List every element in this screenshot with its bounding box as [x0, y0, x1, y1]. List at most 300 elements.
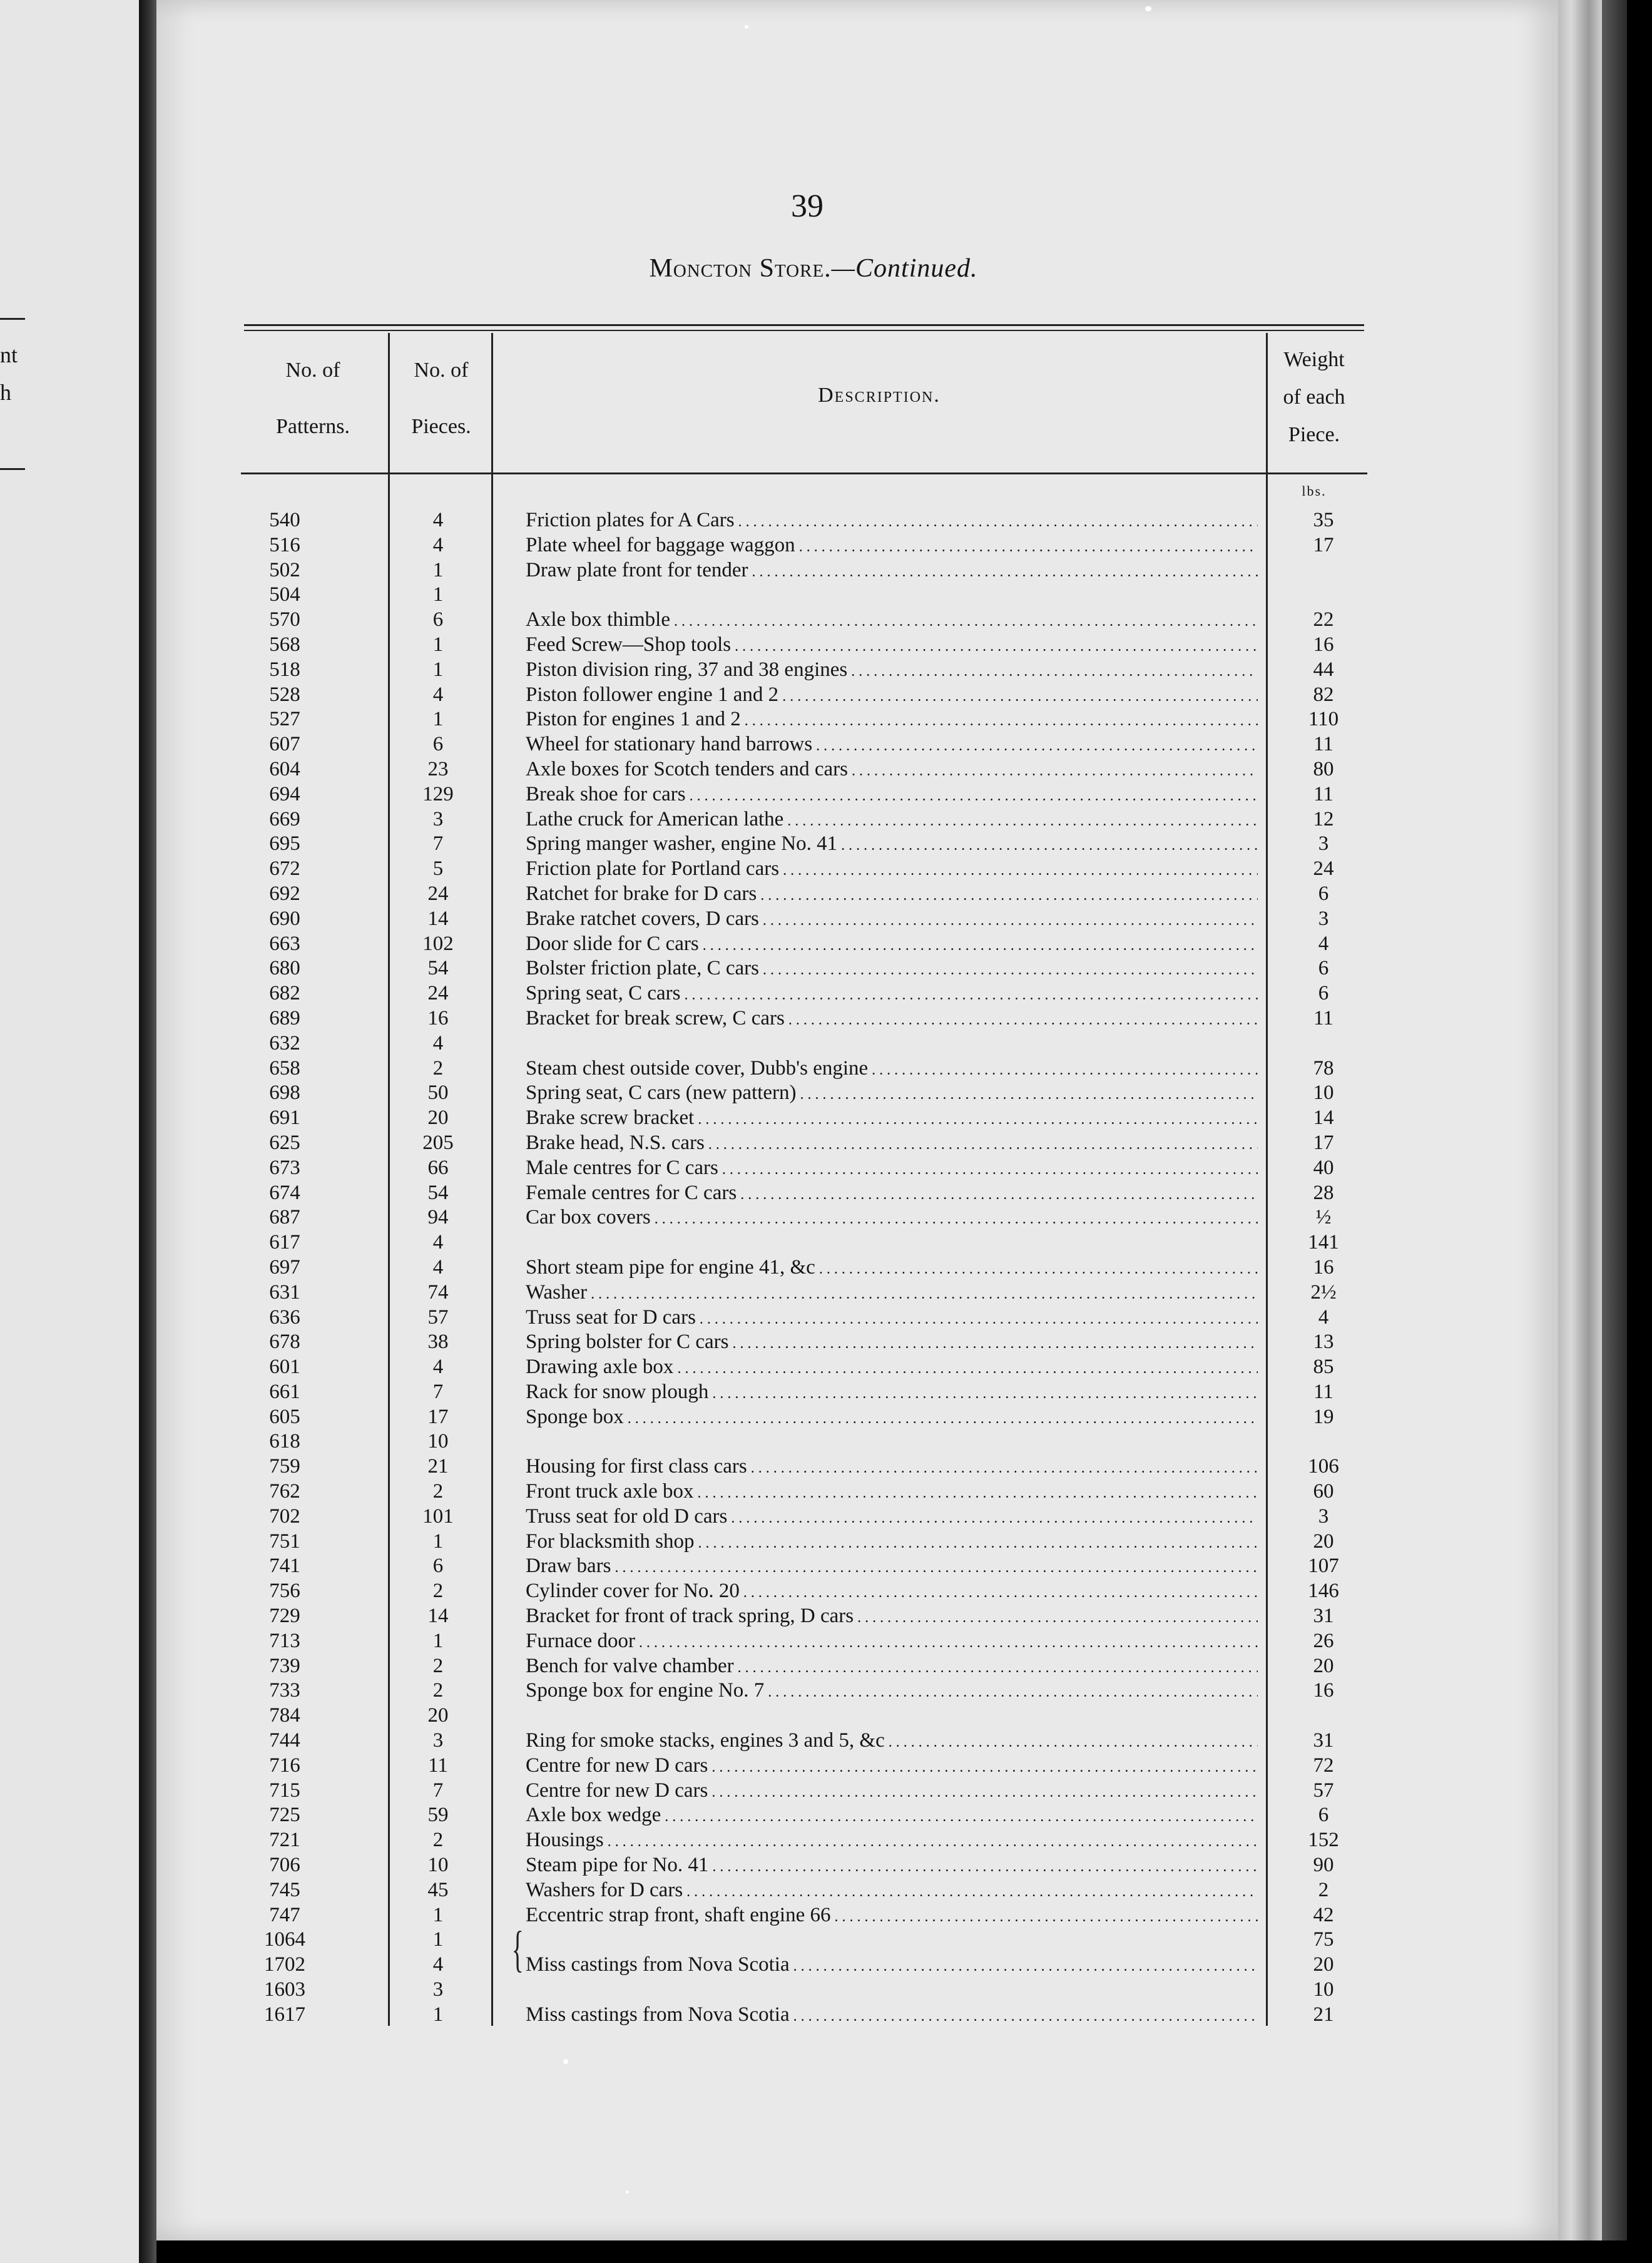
cell-description	[526, 1629, 1258, 1656]
description-text: Spring seat, C cars (new pattern) . . .	[526, 1081, 1258, 1104]
description-text: Draw plate front for tender . . .	[526, 559, 1258, 581]
cell-pieces: 1	[432, 1903, 444, 1926]
table-row	[241, 1056, 1374, 1081]
cell-weight: 13	[1313, 1331, 1334, 1354]
table-row	[241, 757, 1374, 782]
table-row	[241, 1928, 1374, 1953]
cell-description	[526, 1803, 1258, 1830]
cell-pieces: 6	[432, 733, 444, 756]
left-page-rule	[0, 318, 25, 320]
table-row	[241, 533, 1374, 558]
table-row	[241, 1205, 1374, 1230]
cell-pieces: 1	[432, 658, 444, 681]
description-text: Draw bars . . .	[526, 1555, 1258, 1577]
table-row	[241, 1156, 1374, 1181]
cell-weight: 57	[1313, 1779, 1334, 1802]
table-row	[241, 1330, 1374, 1355]
cell-pieces: 3	[432, 1978, 444, 2001]
cell-weight: 20	[1313, 1530, 1334, 1553]
description-text: Piston follower engine 1 and 2 . . .	[526, 683, 1258, 706]
cell-patterns: 745	[269, 1878, 300, 1901]
cell-pieces: 45	[427, 1878, 449, 1901]
cell-description	[526, 857, 1258, 884]
table-row	[241, 1978, 1374, 2003]
cell-patterns: 762	[269, 1480, 300, 1503]
table-row	[241, 1579, 1374, 1604]
description-text: Door slide for C cars . . .	[526, 932, 1258, 955]
cell-patterns: 697	[269, 1255, 300, 1279]
header-line: of each	[1283, 386, 1345, 409]
cell-patterns: 729	[269, 1605, 300, 1628]
description-text: Spring seat, C cars . . .	[526, 982, 1258, 1004]
cell-weight: 17	[1313, 533, 1334, 556]
cell-patterns: 702	[269, 1504, 300, 1528]
cell-patterns: 625	[269, 1131, 300, 1154]
cell-weight: 80	[1313, 757, 1334, 780]
cell-patterns: 698	[269, 1081, 300, 1105]
cell-description	[526, 782, 1258, 809]
cell-patterns: 502	[269, 558, 300, 581]
cell-weight: 12	[1313, 807, 1334, 830]
cell-weight: 28	[1313, 1181, 1334, 1204]
cell-weight: 20	[1313, 1953, 1334, 1976]
cell-patterns: 528	[269, 683, 300, 706]
description-text: Bracket for break screw, C cars . . .	[526, 1007, 1258, 1029]
description-text: Washer . . .	[526, 1281, 1258, 1304]
scan-speck	[626, 2190, 629, 2194]
cell-weight: 6	[1318, 1804, 1329, 1827]
cell-description	[526, 1828, 1258, 1855]
table-row	[241, 1554, 1374, 1579]
table-row	[241, 1380, 1374, 1405]
cell-patterns: 658	[269, 1056, 300, 1080]
table-row	[241, 1181, 1374, 1206]
cell-weight: 90	[1313, 1854, 1334, 1877]
cell-weight: 11	[1313, 1006, 1333, 1029]
description-text: Friction plates for A Cars . . .	[526, 509, 1258, 531]
cell-pieces: 1	[432, 2003, 444, 2026]
description-text: Truss seat for old D cars . . .	[526, 1505, 1258, 1528]
cell-patterns: 678	[269, 1331, 300, 1354]
table-row	[241, 832, 1374, 857]
cell-pieces: 57	[427, 1305, 449, 1329]
cell-patterns: 674	[269, 1181, 300, 1204]
table-body	[241, 508, 1374, 2028]
cell-weight: 6	[1318, 882, 1329, 905]
cell-weight: 3	[1318, 832, 1329, 856]
cell-pieces: 6	[432, 608, 444, 631]
cell-weight: 78	[1313, 1056, 1334, 1080]
cell-description	[526, 1106, 1258, 1133]
cell-description	[526, 1853, 1258, 1880]
left-page-text: nt	[0, 342, 18, 367]
cell-weight: ½	[1315, 1206, 1332, 1229]
header-description: Description.	[818, 384, 941, 407]
table-row	[241, 1006, 1374, 1031]
cell-pieces: 3	[432, 807, 444, 830]
cell-weight: 6	[1318, 957, 1329, 980]
cell-weight: 4	[1318, 932, 1329, 955]
cell-patterns: 518	[269, 658, 300, 681]
cell-patterns: 682	[269, 982, 300, 1005]
cell-patterns: 756	[269, 1580, 300, 1603]
cell-description	[526, 558, 1258, 585]
description-text: Male centres for C cars . . .	[526, 1157, 1258, 1179]
cell-description	[526, 1878, 1258, 1905]
cell-pieces: 14	[427, 907, 449, 930]
cell-patterns: 680	[269, 957, 300, 980]
description-text: Lathe cruck for American lathe . . .	[526, 808, 1258, 830]
cell-description	[526, 683, 1258, 710]
cell-patterns: 632	[269, 1031, 300, 1055]
table-row	[241, 932, 1374, 957]
table-row	[241, 1828, 1374, 1853]
header-patterns	[244, 352, 382, 446]
cell-description	[526, 633, 1258, 660]
cell-pieces: 7	[432, 1779, 444, 1802]
table-row	[241, 1754, 1374, 1779]
description-text: Friction plate for Portland cars . . .	[526, 857, 1258, 880]
table-row	[241, 1903, 1374, 1928]
table-row	[241, 882, 1374, 907]
cell-description	[526, 732, 1258, 759]
cell-pieces: 59	[427, 1804, 449, 1827]
cell-weight: 44	[1313, 658, 1334, 681]
cell-weight: 2	[1318, 1878, 1329, 1901]
table-row	[241, 707, 1374, 732]
cell-weight: 10	[1313, 1978, 1334, 2001]
table-row	[241, 1953, 1374, 1978]
cell-description	[526, 1953, 1258, 1979]
table-row	[241, 633, 1374, 658]
description-text: Cylinder cover for No. 20 . . .	[526, 1580, 1258, 1602]
header-line: Patterns.	[275, 415, 350, 438]
cell-weight: 16	[1313, 633, 1334, 656]
description-text: Steam pipe for No. 41 . . .	[526, 1854, 1258, 1876]
cell-pieces: 14	[427, 1605, 449, 1628]
cell-weight: 72	[1313, 1754, 1334, 1777]
cell-description	[526, 1181, 1258, 1208]
cell-weight: 11	[1313, 782, 1333, 805]
description-text: Centre for new D cars . . .	[526, 1779, 1258, 1802]
left-page-text: h	[0, 380, 11, 405]
cell-weight: 16	[1313, 1679, 1334, 1702]
table-row	[241, 1704, 1374, 1729]
cell-pieces: 129	[422, 782, 454, 805]
cell-patterns: 759	[269, 1455, 300, 1478]
description-text: Axle boxes for Scotch tenders and cars . . .	[526, 758, 1258, 780]
cell-pieces: 16	[427, 1006, 449, 1029]
cell-pieces: 1	[432, 558, 444, 581]
cell-description	[526, 956, 1258, 983]
cell-pieces: 94	[427, 1206, 449, 1229]
description-text: Piston division ring, 37 and 38 engines . . .	[526, 658, 1258, 681]
cell-patterns: 568	[269, 633, 300, 656]
cell-description	[526, 932, 1258, 959]
cell-patterns: 570	[269, 608, 300, 631]
cell-weight: 11	[1313, 1380, 1333, 1403]
cell-pieces: 101	[422, 1504, 454, 1528]
table-row	[241, 1504, 1374, 1530]
cell-weight: 19	[1313, 1405, 1334, 1428]
cell-pieces: 4	[432, 509, 444, 531]
cell-weight: 82	[1313, 683, 1334, 706]
cell-pieces: 1	[432, 1530, 444, 1553]
cell-weight: 35	[1313, 509, 1334, 531]
table-row	[241, 1405, 1374, 1430]
description-text: Rack for snow plough . . .	[526, 1381, 1258, 1403]
cell-weight: 26	[1313, 1629, 1334, 1652]
table-row	[241, 558, 1374, 583]
table-row	[241, 956, 1374, 981]
table-top-rule	[244, 324, 1364, 326]
cell-description	[526, 1081, 1258, 1108]
description-text: Car box covers . . .	[526, 1206, 1258, 1229]
cell-weight: 106	[1308, 1455, 1339, 1478]
cell-pieces: 20	[427, 1106, 449, 1130]
cell-description	[526, 1729, 1258, 1755]
cell-pieces: 7	[432, 832, 444, 856]
cell-description	[526, 1380, 1258, 1407]
cell-description	[526, 907, 1258, 934]
table-row	[241, 1255, 1374, 1280]
brace-glyph: {	[511, 1922, 524, 1977]
page-edge-shadow	[1602, 0, 1627, 2240]
cell-weight: 146	[1308, 1580, 1339, 1603]
title-suffix: —Continued.	[831, 254, 978, 283]
cell-patterns: 636	[269, 1305, 300, 1329]
cell-patterns: 1617	[264, 2003, 305, 2026]
table-row	[241, 1853, 1374, 1878]
description-text: Sponge box . . .	[526, 1406, 1258, 1428]
table-row	[241, 1429, 1374, 1454]
cell-patterns: 504	[269, 583, 300, 606]
cell-patterns: 733	[269, 1679, 300, 1702]
table-row	[241, 1031, 1374, 1056]
description-text: Truss seat for D cars . . .	[526, 1306, 1258, 1329]
description-text: Ratchet for brake for D cars . . .	[526, 882, 1258, 905]
scan-speck	[1145, 6, 1151, 11]
header-line: No. of	[285, 359, 340, 382]
description-text: Plate wheel for baggage waggon . . .	[526, 534, 1258, 556]
cell-pieces: 24	[427, 982, 449, 1005]
description-text: Brake screw bracket . . .	[526, 1106, 1258, 1129]
cell-description	[526, 1479, 1258, 1506]
description-text: Bench for valve chamber . . .	[526, 1655, 1258, 1677]
cell-pieces: 20	[427, 1704, 449, 1727]
cell-pieces: 17	[427, 1405, 449, 1428]
cell-pieces: 2	[432, 1580, 444, 1603]
header-line: Weight	[1283, 348, 1345, 371]
weight-unit: lbs.	[1302, 483, 1327, 499]
cell-description	[526, 1156, 1258, 1183]
cell-patterns: 690	[269, 907, 300, 930]
cell-description	[526, 1454, 1258, 1481]
cell-pieces: 74	[427, 1280, 449, 1304]
description-text: Axle box thimble . . .	[526, 608, 1258, 631]
cell-patterns: 692	[269, 882, 300, 905]
cell-patterns: 1064	[264, 1928, 305, 1951]
cell-description	[526, 757, 1258, 784]
cell-pieces: 4	[432, 533, 444, 556]
table-row	[241, 508, 1374, 533]
cell-description	[526, 1903, 1258, 1930]
cell-weight: 31	[1313, 1605, 1334, 1628]
table-row	[241, 1878, 1374, 1903]
cell-description	[526, 658, 1258, 685]
cell-weight: 85	[1313, 1356, 1334, 1379]
cell-weight: 152	[1308, 1829, 1339, 1852]
cell-pieces: 1	[432, 633, 444, 656]
table-row	[241, 907, 1374, 932]
scan-speck	[563, 2059, 568, 2064]
page-number: 39	[791, 188, 823, 224]
cell-patterns: 741	[269, 1555, 300, 1578]
cell-description	[526, 1006, 1258, 1033]
cell-description	[526, 832, 1258, 859]
cell-weight: 11	[1313, 733, 1333, 756]
cell-pieces: 10	[427, 1430, 449, 1453]
cell-description	[526, 1355, 1258, 1382]
cell-description	[526, 1554, 1258, 1581]
cell-weight: 107	[1308, 1555, 1339, 1578]
cell-description	[526, 1504, 1258, 1531]
cell-patterns: 607	[269, 733, 300, 756]
cell-pieces: 21	[427, 1455, 449, 1478]
cell-weight: 3	[1318, 907, 1329, 930]
cell-description	[526, 1754, 1258, 1780]
cell-weight: 6	[1318, 982, 1329, 1005]
table-row	[241, 1479, 1374, 1504]
table-row	[241, 1454, 1374, 1479]
description-text: Miss castings from Nova Scotia . . .	[526, 1953, 1258, 1976]
table-row	[241, 1729, 1374, 1754]
cell-description	[526, 707, 1258, 734]
description-text: Housings . . .	[526, 1829, 1258, 1851]
cell-description	[526, 882, 1258, 909]
cell-patterns: 784	[269, 1704, 300, 1727]
cell-weight: 22	[1313, 608, 1334, 631]
page-title	[438, 253, 1189, 284]
table-row	[241, 1355, 1374, 1380]
cell-patterns: 604	[269, 757, 300, 780]
cell-patterns: 1702	[264, 1953, 305, 1976]
cell-patterns: 672	[269, 857, 300, 881]
cell-pieces: 66	[427, 1156, 449, 1179]
cell-pieces: 4	[432, 1231, 444, 1254]
header-line: No. of	[414, 359, 469, 382]
cell-pieces: 23	[427, 757, 449, 780]
table-row	[241, 857, 1374, 882]
cell-description	[526, 1131, 1258, 1158]
cell-weight: 20	[1313, 1654, 1334, 1677]
table-row	[241, 1305, 1374, 1331]
cell-patterns: 739	[269, 1654, 300, 1677]
table-row	[241, 1230, 1374, 1255]
description-text: Feed Screw—Shop tools . . .	[526, 633, 1258, 656]
cell-pieces: 7	[432, 1380, 444, 1403]
table-row	[241, 981, 1374, 1006]
cell-patterns: 721	[269, 1829, 300, 1852]
cell-pieces: 54	[427, 1181, 449, 1204]
cell-pieces: 2	[432, 1480, 444, 1503]
description-text: Furnace door . . .	[526, 1630, 1258, 1652]
cell-patterns: 1603	[264, 1978, 305, 2001]
cell-weight: 24	[1313, 857, 1334, 881]
description-text: Piston for engines 1 and 2 . . .	[526, 708, 1258, 730]
cell-description	[526, 1305, 1258, 1332]
cell-description	[526, 1255, 1258, 1282]
cell-pieces: 11	[428, 1754, 448, 1777]
cell-pieces: 6	[432, 1555, 444, 1578]
page-edge	[1558, 0, 1602, 2240]
cell-pieces: 2	[432, 1654, 444, 1677]
cell-weight: 3	[1318, 1504, 1329, 1528]
cell-weight: 60	[1313, 1480, 1334, 1503]
cell-patterns: 706	[269, 1854, 300, 1877]
cell-pieces: 38	[427, 1331, 449, 1354]
cell-pieces: 2	[432, 1679, 444, 1702]
cell-description	[526, 2003, 1258, 2030]
cell-description	[526, 1530, 1258, 1556]
cell-patterns: 689	[269, 1006, 300, 1029]
cell-description	[526, 1604, 1258, 1631]
cell-description	[526, 1654, 1258, 1681]
cell-patterns: 516	[269, 533, 300, 556]
cell-weight: 40	[1313, 1156, 1334, 1179]
cell-description	[526, 1779, 1258, 1806]
cell-description	[526, 807, 1258, 834]
cell-pieces: 4	[432, 1255, 444, 1279]
table-row	[241, 782, 1374, 807]
cell-description	[526, 1405, 1258, 1432]
table-row	[241, 608, 1374, 633]
cell-pieces: 4	[432, 1356, 444, 1379]
cell-patterns: 725	[269, 1804, 300, 1827]
table-row	[241, 683, 1374, 708]
cell-patterns: 663	[269, 932, 300, 955]
description-text: Washers for D cars . . .	[526, 1879, 1258, 1901]
cell-patterns: 601	[269, 1356, 300, 1379]
cell-description	[526, 981, 1258, 1008]
description-text: Bolster friction plate, C cars . . .	[526, 957, 1258, 979]
cell-patterns: 744	[269, 1729, 300, 1752]
table-row	[241, 1779, 1374, 1804]
cell-pieces: 4	[432, 1953, 444, 1976]
cell-pieces: 2	[432, 1829, 444, 1852]
cell-description	[526, 1280, 1258, 1307]
book-gutter	[139, 0, 156, 2263]
cell-weight: 2½	[1310, 1280, 1337, 1304]
cell-weight: 10	[1313, 1081, 1334, 1105]
description-text: For blacksmith shop . . .	[526, 1530, 1258, 1553]
cell-weight: 16	[1313, 1255, 1334, 1279]
cell-patterns: 673	[269, 1156, 300, 1179]
title-main: Moncton Store.	[649, 254, 832, 283]
cell-pieces: 205	[422, 1131, 454, 1154]
cell-patterns: 695	[269, 832, 300, 856]
cell-patterns: 527	[269, 708, 300, 731]
cell-pieces: 4	[432, 683, 444, 706]
description-text: Brake head, N.S. cars . . .	[526, 1132, 1258, 1154]
description-text: Spring manger washer, engine No. 41 . . .	[526, 832, 1258, 855]
table-row	[241, 1629, 1374, 1654]
cell-pieces: 1	[432, 1629, 444, 1652]
cell-description	[526, 508, 1258, 535]
cell-weight: 110	[1308, 708, 1339, 731]
table-row	[241, 1604, 1374, 1629]
table-row	[241, 658, 1374, 683]
